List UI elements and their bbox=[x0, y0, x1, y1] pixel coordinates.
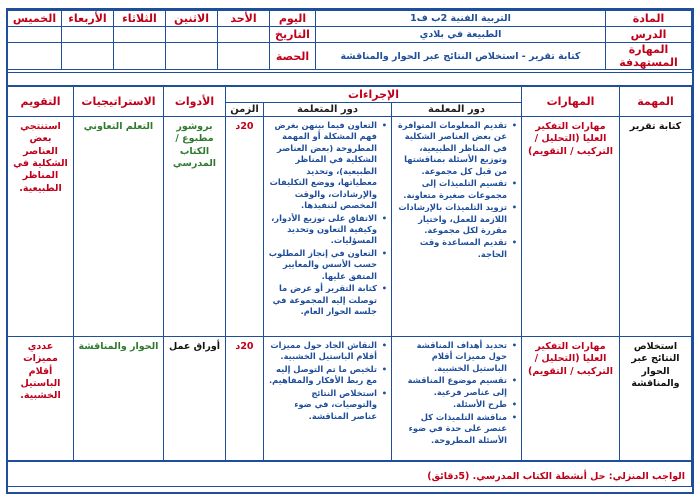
col-teacher-role: دور المعلمة bbox=[392, 103, 522, 117]
date-label: التاريخ bbox=[270, 27, 316, 43]
list-item: • تحديد أهداف المناقشة حول مميزات أقلام الباستيل الخشبية. bbox=[396, 340, 517, 374]
period-label: الحصة bbox=[270, 43, 316, 70]
list-item: • مناقشة التلميذات كل عنصر على حدة في ضوء الأسئلة المطروحة. bbox=[396, 412, 517, 446]
tools-cell: بروشور مطبوع / الكتاب المدرسي bbox=[163, 117, 225, 337]
subject-label: المادة bbox=[606, 11, 692, 27]
day-tuesday: الثلاثاء bbox=[114, 11, 166, 27]
col-time: الزمن bbox=[225, 103, 263, 117]
list-item: • تقسيم موضوع المناقشة إلى عناصر فرعية. bbox=[396, 375, 517, 398]
list-item: • تزويد التلميذات بالإرشادات اللازمة للعمل، واختيار مقررة لكل مجموعة. bbox=[396, 202, 517, 236]
col-skills: المهارات bbox=[522, 87, 620, 117]
skill-label: المهارة المستهدفة bbox=[606, 43, 692, 70]
teacher-role-cell bbox=[392, 337, 522, 461]
homework-cell bbox=[7, 461, 691, 487]
homework-text: الواجب المنزلي: حل أنشطة الكتاب المدرسي. (5دقائق) bbox=[427, 471, 685, 483]
col-task: المهمة bbox=[620, 87, 692, 117]
table-row bbox=[7, 337, 691, 461]
list-item: • تقديم المعلومات المتوافرة عن بعض العناصر الشكلية في المناظر الطبيعية، وتوزيع الأسئلة بمناقشتها من قبل كل مجموعة. bbox=[396, 120, 517, 177]
subject-value: التربية الفنية 2ب ف1 bbox=[316, 11, 606, 27]
day-sunday: الأحد bbox=[218, 11, 270, 27]
day-monday: الاثنين bbox=[166, 11, 218, 27]
teacher-role-cell bbox=[392, 117, 522, 337]
list-item: • تلخيص ما تم التوصل إليه مع ربط الأفكار والمفاهيم. bbox=[268, 364, 387, 387]
task-cell: استخلاص النتائج عبر الحوار والمناقشة bbox=[620, 337, 692, 461]
evaluation-cell: استنتجي بعض العناصر الشكلية في المناظر الطبيعية. bbox=[7, 117, 73, 337]
time-cell: 20د bbox=[225, 337, 263, 461]
list-item: • التعاون في إنجاز المطلوب حسب الأسس والمعايير المتفق عليها. bbox=[268, 248, 387, 282]
list-item: • طرح الأسئلة. bbox=[396, 399, 517, 410]
col-tools: الأدوات bbox=[163, 87, 225, 117]
col-procedures: الإجراءات bbox=[225, 87, 521, 103]
day-wednesday: الأربعاء bbox=[62, 11, 114, 27]
list-item: • تقديم المساعدة وقت الحاجة. bbox=[396, 237, 517, 260]
lesson-plan-page bbox=[6, 8, 694, 494]
evaluation-cell: عددي مميزات أقلام الباستيل الخشبية. bbox=[7, 337, 73, 461]
day-thursday: الخميس bbox=[8, 11, 62, 27]
list-item: • كتابة التقرير أو عرض ما توصلت إليه المجموعة في جلسة الحوار العام. bbox=[268, 283, 387, 317]
list-item: • التعاون فيما بينهن بغرض فهم المشكلة أو المهمة المطروحة (بعض العناصر الشكلية في المناظر الطبيعية)، وتحديد معطياتها، ووضع التكليفات والإرشادات، والوقت المخصص لتنفيذها. bbox=[268, 120, 387, 212]
skill-value: كتابة تقرير - استخلاص النتائج عبر الحوار والمناقشة bbox=[316, 43, 606, 70]
tools-cell: أوراق عمل bbox=[163, 337, 225, 461]
strategy-cell: التعلم التعاوني bbox=[73, 117, 163, 337]
skills-cell: مهارات التفكير العليا (التحليل / التركيب / التقويم) bbox=[522, 337, 620, 461]
strategy-cell: الحوار والمناقشة bbox=[73, 337, 163, 461]
list-item: • تقسيم التلميذات إلى مجموعات صغيرة متعاونة. bbox=[396, 178, 517, 201]
plan-table bbox=[7, 86, 692, 487]
day-label: اليوم bbox=[270, 11, 316, 27]
list-item: • النقاش الجاد حول مميزات أقلام الباستيل الخشبية. bbox=[268, 340, 387, 363]
student-role-cell bbox=[264, 337, 392, 461]
time-cell: 20د bbox=[225, 117, 263, 337]
list-item: • استخلاص النتائج والتوصيات، في ضوء عناصر المناقشة. bbox=[268, 388, 387, 422]
col-strategies: الاستراتيجيات bbox=[73, 87, 163, 117]
col-evaluation: التقويم bbox=[7, 87, 73, 117]
lesson-value: الطبيعة في بلادي bbox=[316, 27, 606, 43]
list-item: • الاتفاق على توزيع الأدوار، وكيفية التعاون وتحديد المسؤليات. bbox=[268, 213, 387, 247]
skills-cell: مهارات التفكير العليا (التحليل / التركيب / التقويم) bbox=[522, 117, 620, 337]
table-row bbox=[7, 117, 691, 337]
task-cell: كتابة تقرير bbox=[620, 117, 692, 337]
col-student-role: دور المتعلمة bbox=[264, 103, 392, 117]
student-role-cell bbox=[264, 117, 392, 337]
lesson-label: الدرس bbox=[606, 27, 692, 43]
separator bbox=[8, 72, 692, 86]
header-table bbox=[7, 10, 692, 70]
